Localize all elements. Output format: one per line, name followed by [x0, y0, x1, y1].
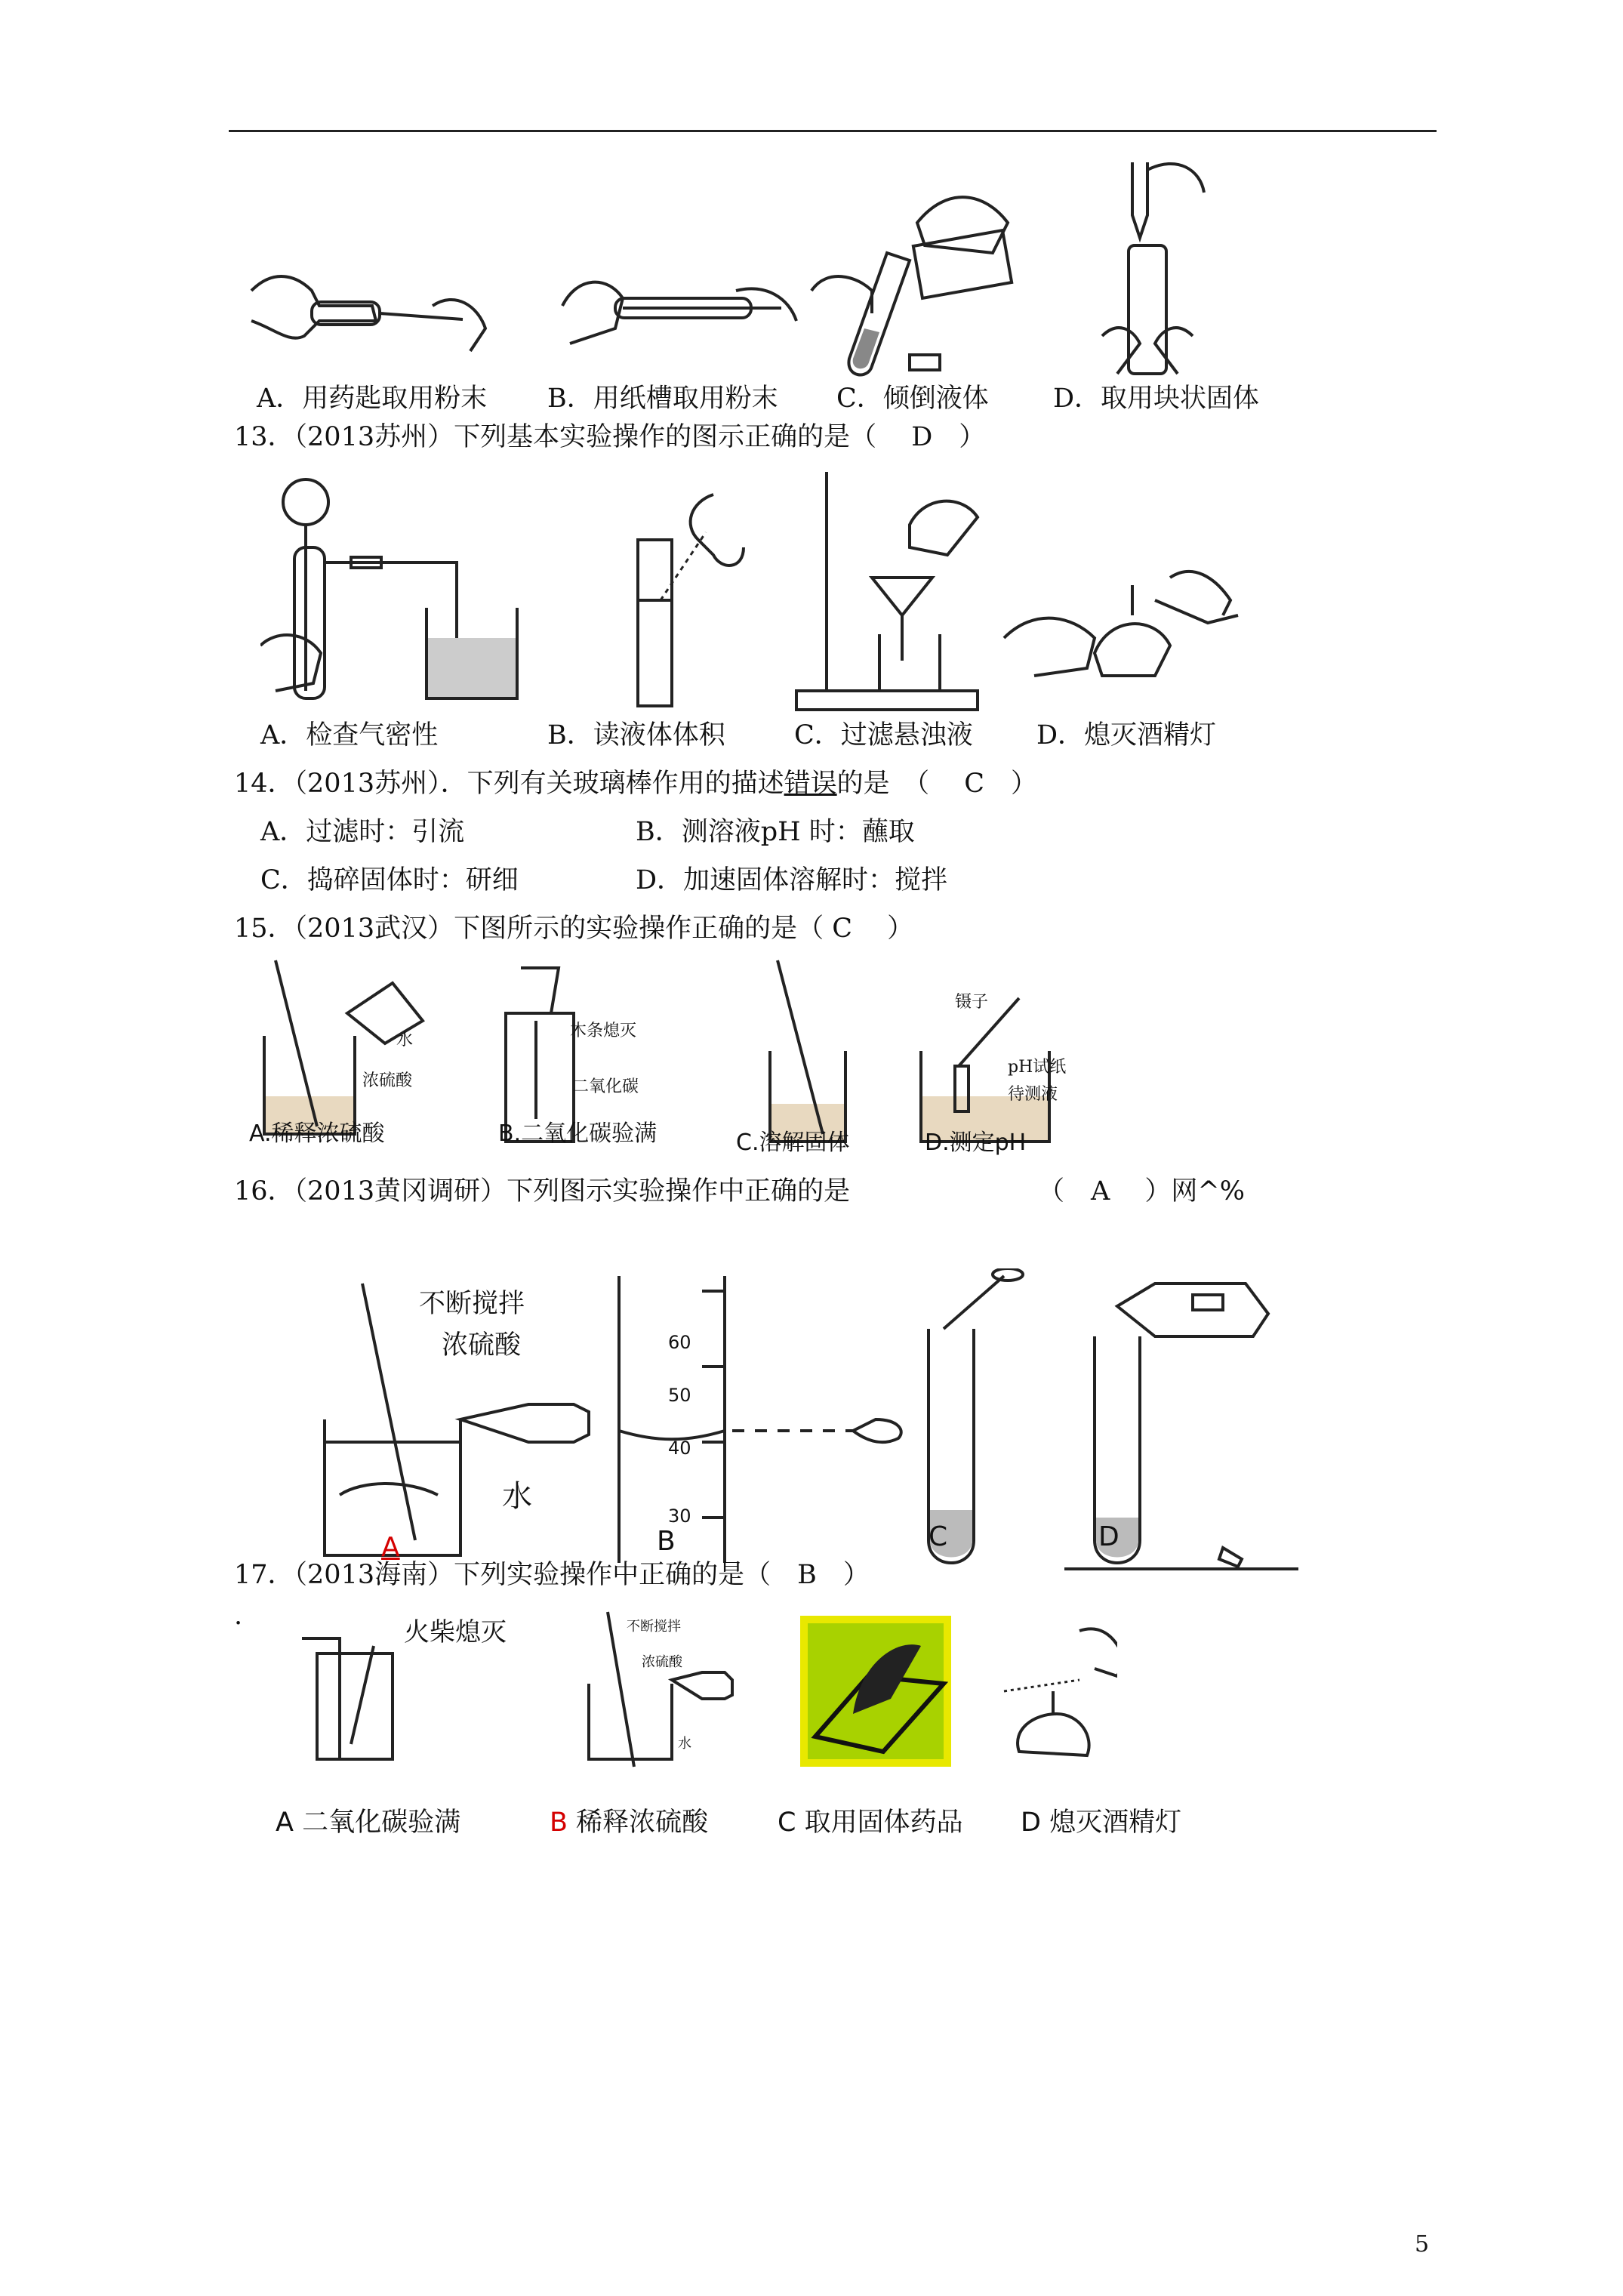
- solid-reagent-figure: [800, 1616, 951, 1767]
- q17-caption-d: [1021, 1806, 1181, 1839]
- airtightness-apparatus: [260, 479, 517, 698]
- q16-stem: 16．（2013黄冈调研）下列图示实验操作中正确的是: [234, 1176, 851, 1207]
- q14-stem: [234, 767, 1037, 800]
- test-tube-cotton: [929, 1268, 1023, 1563]
- q16-label-stir: 不断搅拌: [419, 1289, 525, 1319]
- q14-option-b: B．测溶液pH 时：蘸取: [636, 817, 915, 847]
- q15-caption-c: C.溶解固体: [736, 1130, 850, 1156]
- q13-caption-d: D．熄灭酒精灯: [1036, 720, 1217, 750]
- q17-stem: 17．（2013海南）下列实验操作中正确的是（ B ）: [234, 1560, 870, 1590]
- graduated-cylinder-reading: [638, 495, 744, 706]
- q17-caption-a: [276, 1806, 460, 1839]
- q16-tick-50: 50: [668, 1385, 691, 1406]
- dissolve-solid-figure: [770, 960, 845, 1142]
- q16-tick-30: 30: [668, 1505, 691, 1527]
- read-cylinder: [619, 1276, 901, 1563]
- pour-liquid-figure: [804, 177, 1015, 381]
- q15-label-tweezers: 镊子: [955, 993, 989, 1012]
- dilute-acid-beaker: [325, 1284, 589, 1555]
- q15-caption-a: A.稀释浓硫酸: [249, 1120, 385, 1147]
- filtration-setup: [796, 472, 978, 710]
- spoon-powder-figure: [244, 260, 493, 374]
- lamp-blow-figure: [1004, 1629, 1117, 1755]
- q12-caption-a: A．用药匙取用粉末: [257, 384, 488, 414]
- q12-caption-d: D．取用块状固体: [1053, 384, 1260, 414]
- block-solid-figure: [1087, 155, 1208, 381]
- q12-caption-c: C．倾倒液体: [836, 384, 989, 414]
- q17-caption-c-letter: C: [778, 1808, 796, 1838]
- q17-caption-d-text: 熄灭酒精灯: [1049, 1808, 1182, 1838]
- q17-caption-b: [550, 1806, 708, 1839]
- q14-option-c: C．捣碎固体时：研细: [260, 865, 519, 895]
- q15-label-stick: 木条熄灭: [570, 1022, 637, 1040]
- q15-caption-b: B.二氧化碳验满: [498, 1120, 658, 1147]
- q17-caption-c: [778, 1806, 963, 1839]
- q14-option-d: D．加速固体溶解时：搅拌: [636, 865, 948, 895]
- q16-label-acid: 浓硫酸: [442, 1330, 522, 1361]
- q14-stem-underline: 错误: [784, 769, 837, 799]
- q15-label-acid: 浓硫酸: [362, 1071, 413, 1090]
- q16-caption-d: D: [1098, 1521, 1119, 1552]
- q17-caption-b-letter: B: [550, 1808, 568, 1838]
- q15-label-paper: pH试纸: [1008, 1058, 1067, 1077]
- q15-label-co2: 二氧化碳: [572, 1077, 639, 1096]
- q16-caption-b: B: [657, 1526, 676, 1557]
- q15-caption-d: D.测定pH: [925, 1130, 1027, 1156]
- q17-caption-b-text: 稀释浓硫酸: [576, 1808, 709, 1838]
- q16-label-water: 水: [502, 1479, 532, 1514]
- alcohol-lamp-extinguish: [1004, 572, 1238, 676]
- q14-stem-text: 14．（2013苏州）．下列有关玻璃棒作用的描述: [234, 769, 784, 799]
- q16-caption-c: C: [929, 1521, 948, 1552]
- q14-option-a: A．过滤时：引流: [260, 817, 465, 847]
- co2-test-figure: [506, 968, 574, 1142]
- q15-label-water: 水: [396, 1031, 414, 1049]
- paper-trough-figure: [555, 260, 804, 374]
- q16-tick-40: 40: [668, 1438, 691, 1459]
- q16-caption-a: A: [381, 1532, 400, 1563]
- q13-stem: 13．（2013苏州）下列基本实验操作的图示正确的是（ D ）: [234, 422, 986, 452]
- page-number: 5: [1415, 2231, 1430, 2257]
- q17-caption-a-text: 二氧化碳验满: [302, 1808, 461, 1838]
- header-rule: [229, 130, 1437, 132]
- q17-dot: .: [234, 1601, 243, 1631]
- q17-label-water: 水: [678, 1736, 691, 1752]
- q17-label-stir: 不断搅拌: [627, 1619, 681, 1635]
- q13-figures: [260, 464, 1242, 713]
- q17-label-match: 火柴熄灭: [404, 1617, 507, 1647]
- co2-full-test: [302, 1638, 393, 1759]
- q17-caption-a-letter: A: [276, 1808, 294, 1838]
- q17-caption-d-letter: D: [1021, 1808, 1041, 1838]
- q13-caption-b: B．读液体体积: [547, 720, 725, 750]
- q16-tick-60: 60: [668, 1332, 691, 1353]
- q14-stem-tail: 的是 （ C ）: [836, 769, 1038, 799]
- q13-caption-a: A．检查气密性: [260, 720, 439, 750]
- q13-caption-c: C．过滤悬浊液: [794, 720, 973, 750]
- q12-caption-b: B．用纸槽取用粉末: [547, 384, 778, 414]
- q16-answer: （ A ）网^%: [1038, 1176, 1245, 1207]
- q17-label-acid: 浓硫酸: [642, 1654, 682, 1670]
- q15-label-liquid: 待测液: [1008, 1085, 1058, 1104]
- q15-stem: 15．（2013武汉）下图所示的实验操作正确的是（ C ）: [234, 914, 914, 944]
- q17-caption-c-text: 取用固体药品: [804, 1808, 963, 1838]
